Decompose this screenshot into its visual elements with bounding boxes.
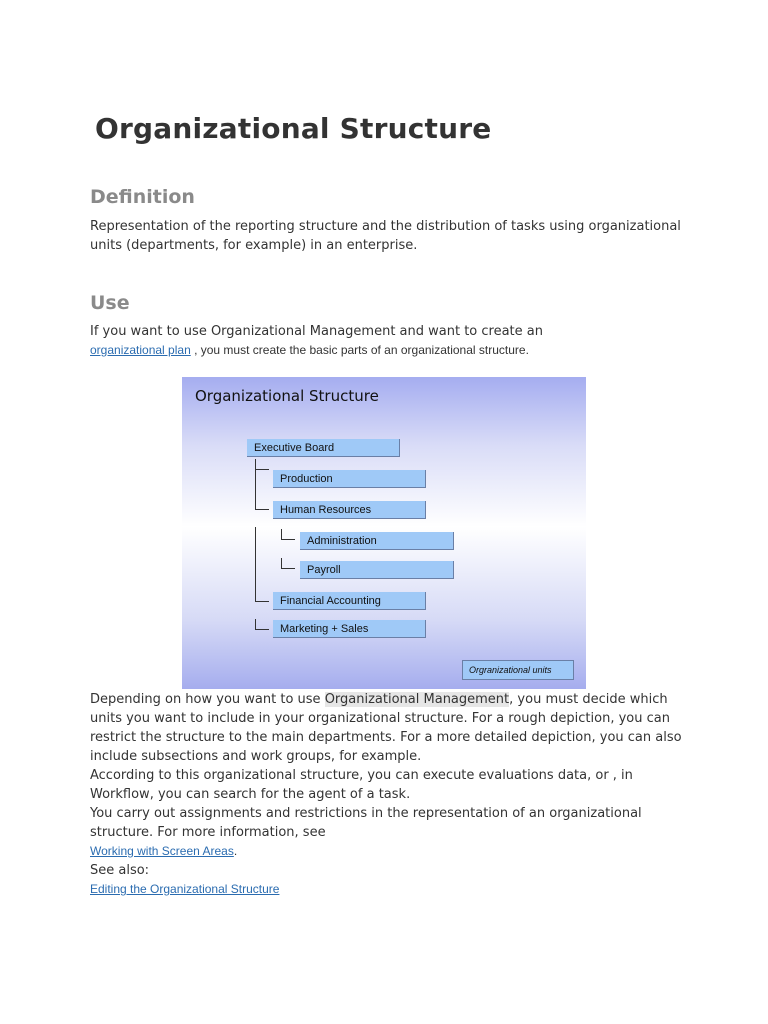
definition-heading: Definition	[90, 186, 195, 208]
definition-line: Representation of the reporting structure and the distribution of tasks using organizational	[90, 219, 681, 234]
body-line: According to this organizational structure, you can execute evaluations data, or , in	[90, 768, 633, 783]
figure-title: Organizational Structure	[195, 387, 379, 405]
unit-marketing-sales: Marketing + Sales	[273, 620, 426, 638]
unit-administration: Administration	[300, 532, 454, 550]
organizational-plan-link[interactable]: organizational plan	[90, 343, 191, 357]
use-line-rest: , you must create the basic parts of an organizational structure.	[190, 343, 529, 357]
body-line: include subsections and work groups, for example.	[90, 749, 422, 764]
body-line	[90, 690, 680, 709]
editing-org-structure-link[interactable]: Editing the Organizational Structure	[90, 882, 280, 896]
use-line	[90, 341, 680, 360]
body-line: Workflow, you can search for the agent of a task.	[90, 787, 411, 802]
body-line-part: Depending on how you want to use	[90, 692, 325, 707]
body-text	[90, 690, 680, 899]
unit-production: Production	[273, 470, 426, 488]
unit-financial-accounting: Financial Accounting	[273, 592, 426, 610]
body-line	[90, 842, 680, 861]
unit-payroll: Payroll	[300, 561, 454, 579]
see-also-label: See also:	[90, 863, 150, 878]
body-line	[90, 880, 680, 899]
page-title: Organizational Structure	[95, 112, 492, 145]
body-line-part: , you must decide which	[509, 692, 668, 707]
definition-line: units (departments, for example) in an enterprise.	[90, 238, 418, 253]
use-line: If you want to use Organizational Management and want to create an	[90, 324, 543, 339]
body-line: structure. For more information, see	[90, 825, 326, 840]
definition-text	[90, 217, 680, 255]
use-text	[90, 322, 680, 360]
unit-executive-board: Executive Board	[247, 439, 400, 457]
body-line: You carry out assignments and restrictions in the representation of an organizational	[90, 806, 642, 821]
legend-organizational-units: Orgranizational units	[462, 660, 574, 680]
connector	[281, 558, 295, 569]
connector	[255, 499, 269, 510]
org-structure-figure	[182, 377, 586, 689]
connector	[255, 619, 269, 630]
connector	[255, 459, 269, 470]
body-line: units you want to include in your organizational structure. For a rough depiction, you can	[90, 711, 670, 726]
connector-line	[255, 527, 256, 601]
working-with-screen-areas-link[interactable]: Working with Screen Areas	[90, 844, 234, 858]
body-line: restrict the structure to the main departments. For a more detailed depiction, you can also	[90, 730, 682, 745]
connector	[281, 529, 295, 540]
highlighted-term: Organizational Management	[324, 692, 510, 707]
use-heading: Use	[90, 292, 130, 314]
connector	[255, 591, 269, 602]
unit-human-resources: Human Resources	[273, 501, 426, 519]
link-suffix: .	[233, 844, 238, 858]
